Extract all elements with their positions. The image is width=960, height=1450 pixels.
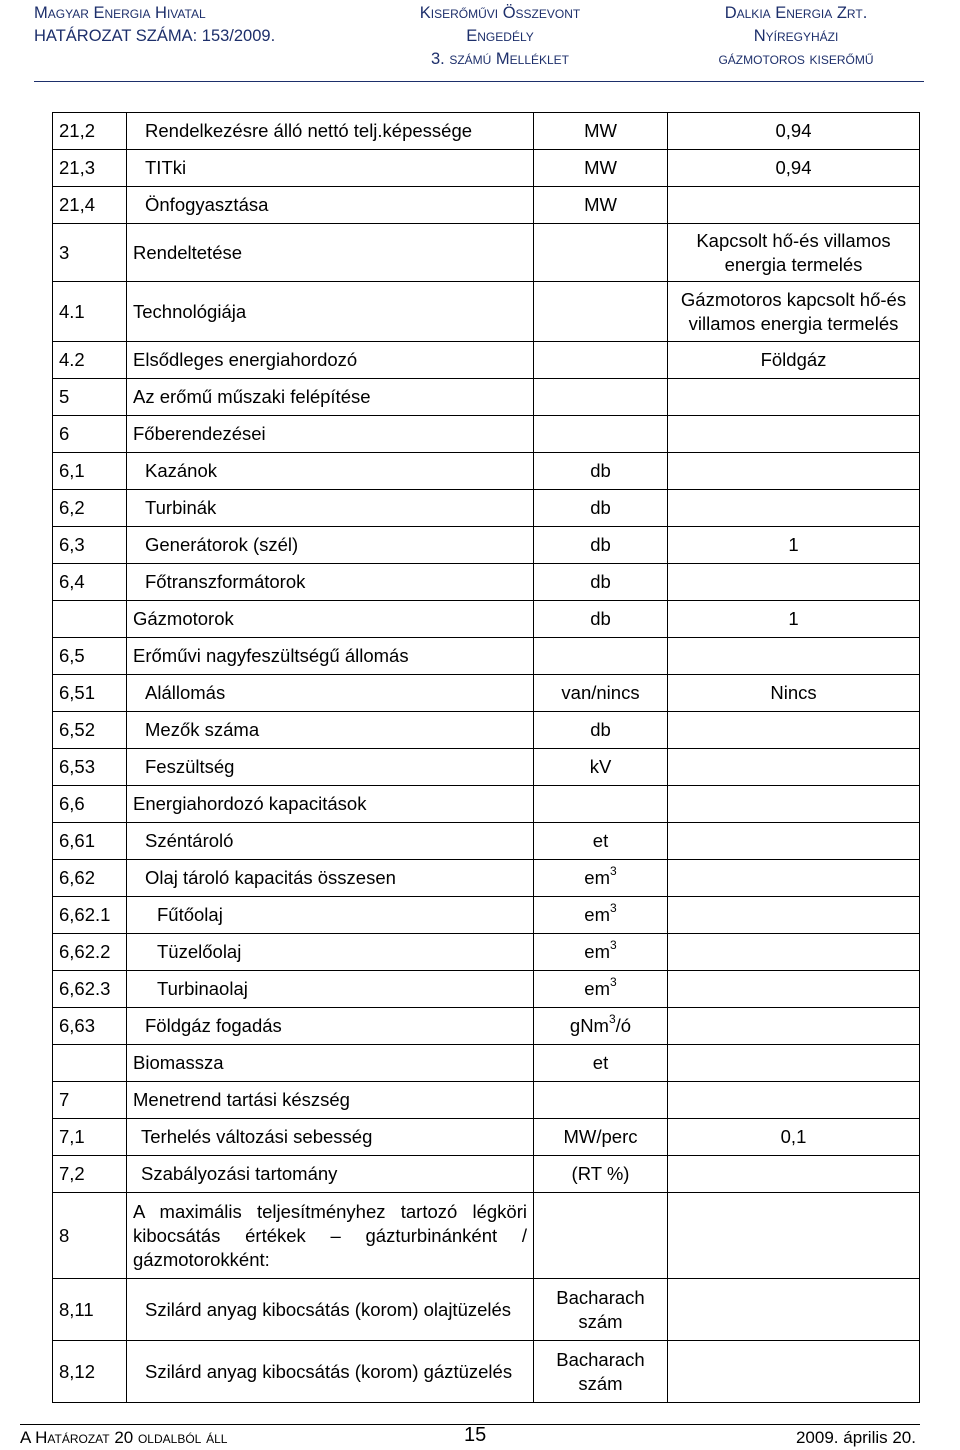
row-name: Gázmotorok: [127, 601, 534, 638]
row-unit: MW/perc: [534, 1119, 668, 1156]
row-value: [668, 1008, 920, 1045]
table-row: [53, 1119, 920, 1156]
table-row: [53, 282, 920, 342]
header-authority: [34, 2, 334, 48]
row-number: 6,4: [53, 564, 127, 601]
row-number: 7,2: [53, 1156, 127, 1193]
row-unit: [534, 342, 668, 379]
table-row: [53, 564, 920, 601]
row-name: Mezők száma: [127, 712, 534, 749]
row-name: Fűtőolaj: [127, 897, 534, 934]
row-unit-exponent: 3: [608, 1011, 616, 1026]
row-name: Terhelés változási sebesség: [127, 1119, 534, 1156]
row-name: Szilárd anyag kibocsátás (korom) olajtüzelés: [127, 1279, 534, 1341]
table-row: [53, 342, 920, 379]
row-unit: [534, 1193, 668, 1279]
row-number: [53, 1045, 127, 1082]
row-unit: [534, 1082, 668, 1119]
table-row: [53, 860, 920, 897]
row-name: Biomassza: [127, 1045, 534, 1082]
row-name: Önfogyasztása: [127, 187, 534, 224]
row-unit: em: [584, 941, 610, 962]
row-number: 3: [53, 224, 127, 282]
row-unit: et: [534, 1045, 668, 1082]
row-number: 8,11: [53, 1279, 127, 1341]
row-unit: db: [534, 490, 668, 527]
row-number: 6,3: [53, 527, 127, 564]
row-value: [668, 416, 920, 453]
row-number: 6,5: [53, 638, 127, 675]
row-name: TITki: [127, 150, 534, 187]
header-authority-name: Magyar Energia Hivatal: [34, 4, 206, 22]
table-row: [53, 113, 920, 150]
row-unit: Bacharach szám: [534, 1341, 668, 1403]
table-row: [53, 712, 920, 749]
row-name: Rendeltetése: [127, 224, 534, 282]
row-unit-cell: [534, 1008, 668, 1045]
row-unit-exponent: 3: [610, 863, 617, 878]
table-row: [53, 1156, 920, 1193]
row-value: [668, 712, 920, 749]
header-company-name: Dalkia Energia Zrt.: [724, 4, 868, 22]
row-value: [668, 749, 920, 786]
row-number: 6,62.3: [53, 971, 127, 1008]
row-number: 6: [53, 416, 127, 453]
row-name: Rendelkezésre álló nettó telj.képessége: [127, 113, 534, 150]
row-value: [668, 1193, 920, 1279]
row-unit: em: [584, 904, 610, 925]
row-unit: MW: [534, 113, 668, 150]
table-row: [53, 971, 920, 1008]
table-row: [53, 823, 920, 860]
row-unit: db: [534, 601, 668, 638]
row-name: Főtranszformátorok: [127, 564, 534, 601]
row-name: Technológiája: [127, 282, 534, 342]
row-number: 7: [53, 1082, 127, 1119]
row-number: 4.2: [53, 342, 127, 379]
row-unit-exponent: 3: [610, 974, 617, 989]
row-name: Erőművi nagyfeszültségű állomás: [127, 638, 534, 675]
table-row: [53, 1082, 920, 1119]
row-number: 6,63: [53, 1008, 127, 1045]
row-value: [668, 971, 920, 1008]
row-value: [668, 453, 920, 490]
row-number: 6,52: [53, 712, 127, 749]
row-value: [668, 860, 920, 897]
footer-date: 2009. április 20.: [795, 1428, 916, 1447]
row-number: 21,3: [53, 150, 127, 187]
table-row: [53, 638, 920, 675]
row-value: [668, 1279, 920, 1341]
row-name: Olaj tároló kapacitás összesen: [127, 860, 534, 897]
row-name: Energiahordozó kapacitások: [127, 786, 534, 823]
table-row: [53, 1341, 920, 1403]
row-value: [668, 897, 920, 934]
page-footer: [20, 1424, 940, 1450]
row-unit: [534, 224, 668, 282]
table-row: [53, 749, 920, 786]
row-unit: gNm: [569, 1015, 609, 1036]
table-row: [53, 1193, 920, 1279]
row-unit-cell: [534, 971, 668, 1008]
row-number: 4.1: [53, 282, 127, 342]
row-unit: em: [584, 978, 610, 999]
row-number: 6,51: [53, 675, 127, 712]
row-unit-exponent: 3: [610, 900, 617, 915]
row-unit: MW: [534, 187, 668, 224]
header-decision-number: HATÁROZAT SZÁMA: 153/2009.: [34, 27, 276, 45]
row-unit: [534, 786, 668, 823]
page-number: 15: [464, 1424, 487, 1446]
row-number: 5: [53, 379, 127, 416]
row-value: 0,1: [668, 1119, 920, 1156]
header-company: [676, 2, 916, 71]
row-name: Tüzelőolaj: [127, 934, 534, 971]
row-number: 6,62: [53, 860, 127, 897]
row-unit: db: [534, 527, 668, 564]
row-unit: kV: [534, 749, 668, 786]
row-value: Gázmotoros kapcsolt hő-és villamos energia termelés: [668, 282, 920, 342]
row-value: [668, 1045, 920, 1082]
row-name: Turbinák: [127, 490, 534, 527]
row-unit-exponent: 3: [610, 937, 617, 952]
row-name: Generátorok (szél): [127, 527, 534, 564]
row-unit-cell: [534, 897, 668, 934]
row-unit: [534, 282, 668, 342]
table-row: [53, 379, 920, 416]
table-row: [53, 490, 920, 527]
row-name: Szilárd anyag kibocsátás (korom) gáztüzelés: [127, 1341, 534, 1403]
row-value: [668, 1156, 920, 1193]
row-name: Kazánok: [127, 453, 534, 490]
row-value: [668, 934, 920, 971]
row-number: 6,1: [53, 453, 127, 490]
row-number: [53, 601, 127, 638]
row-name: Földgáz fogadás: [127, 1008, 534, 1045]
row-name: A maximális teljesítményhez tartozó légköri kibocsátás értékek – gázturbinánként / gázmotorokként:: [127, 1193, 534, 1279]
row-number: 21,4: [53, 187, 127, 224]
row-unit: [534, 416, 668, 453]
row-unit-cell: [534, 860, 668, 897]
row-unit: MW: [534, 150, 668, 187]
row-unit-suffix: /ó: [615, 1015, 632, 1036]
header-company-line2: Nyíregyházi: [753, 27, 839, 45]
row-unit: [534, 379, 668, 416]
row-unit-cell: [534, 934, 668, 971]
row-name: Főberendezései: [127, 416, 534, 453]
row-value: [668, 638, 920, 675]
row-unit: db: [534, 712, 668, 749]
row-value: Földgáz: [668, 342, 920, 379]
row-number: 8: [53, 1193, 127, 1279]
row-number: 6,2: [53, 490, 127, 527]
row-name: Feszültség: [127, 749, 534, 786]
table-row: [53, 187, 920, 224]
header-document: [380, 2, 620, 71]
table-row: [53, 601, 920, 638]
row-unit: db: [534, 564, 668, 601]
row-unit: van/nincs: [534, 675, 668, 712]
page-header: [0, 2, 960, 82]
row-value: [668, 379, 920, 416]
row-number: 6,62.2: [53, 934, 127, 971]
row-number: 6,6: [53, 786, 127, 823]
header-doc-line1: Kiserőművi Összevont: [419, 4, 581, 22]
row-number: 6,61: [53, 823, 127, 860]
header-doc-line3: 3. számú Melléklet: [430, 50, 570, 68]
row-name: Turbinaolaj: [127, 971, 534, 1008]
row-name: Szabályozási tartomány: [127, 1156, 534, 1193]
row-value: [668, 786, 920, 823]
table-row: [53, 1008, 920, 1045]
row-unit: (RT %): [534, 1156, 668, 1193]
row-value: [668, 490, 920, 527]
table-row: [53, 934, 920, 971]
table-row: [53, 224, 920, 282]
row-value: 0,94: [668, 113, 920, 150]
row-value: [668, 187, 920, 224]
table-row: [53, 1045, 920, 1082]
row-number: 7,1: [53, 1119, 127, 1156]
table-row: [53, 150, 920, 187]
table-row: [53, 897, 920, 934]
row-value: 1: [668, 527, 920, 564]
row-value: [668, 1341, 920, 1403]
row-value: 1: [668, 601, 920, 638]
table-row: [53, 453, 920, 490]
row-unit: et: [534, 823, 668, 860]
row-number: 21,2: [53, 113, 127, 150]
table-row: [53, 786, 920, 823]
row-name: Az erőmű műszaki felépítése: [127, 379, 534, 416]
row-value: Nincs: [668, 675, 920, 712]
row-number: 6,62.1: [53, 897, 127, 934]
row-unit: db: [534, 453, 668, 490]
header-company-line3: gázmotoros kiserőmű: [718, 50, 874, 68]
table-row: [53, 675, 920, 712]
row-value: [668, 564, 920, 601]
row-number: 6,53: [53, 749, 127, 786]
table-row: [53, 416, 920, 453]
table-row: [53, 1279, 920, 1341]
row-name: Széntároló: [127, 823, 534, 860]
row-value: Kapcsolt hő-és villamos energia termelés: [668, 224, 920, 282]
row-value: [668, 823, 920, 860]
table-row: [53, 527, 920, 564]
row-unit: em: [584, 867, 610, 888]
row-value: 0,94: [668, 150, 920, 187]
data-table: [52, 112, 920, 1403]
row-name: Menetrend tartási készség: [127, 1082, 534, 1119]
header-divider: [34, 81, 924, 82]
row-name: Elsődleges energiahordozó: [127, 342, 534, 379]
footer-page-count: A Határozat 20 oldalból áll: [20, 1428, 228, 1447]
row-unit: Bacharach szám: [534, 1279, 668, 1341]
row-value: [668, 1082, 920, 1119]
header-doc-line2: Engedély: [466, 27, 534, 45]
row-name: Alállomás: [127, 675, 534, 712]
row-unit: [534, 638, 668, 675]
row-number: 8,12: [53, 1341, 127, 1403]
